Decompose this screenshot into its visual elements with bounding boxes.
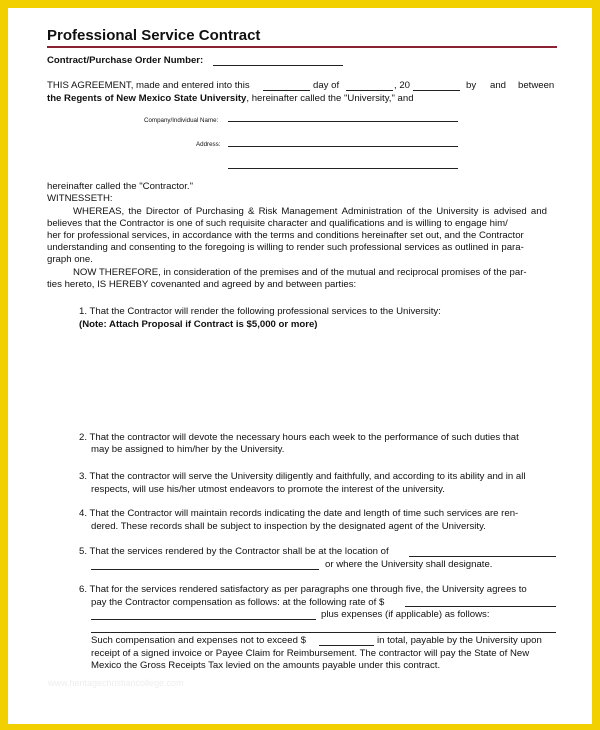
company-label: Company/Individual Name: [144,117,219,124]
address-field-1[interactable] [228,146,458,147]
paragraph-3-line-1: 3. That the contractor will serve the University diligently and faithfully, and according to its ability and in all [79,471,526,482]
agreement-rest: , hereinafter called the "University," and [246,93,414,104]
rate-field[interactable] [405,606,556,607]
expenses-field-1[interactable] [91,619,316,620]
po-label: Contract/Purchase Order Number: [47,55,204,66]
address-label: Address: [196,141,221,148]
paragraph-5-line-1: 5. That the services rendered by the Contractor shall be at the location of [79,546,389,557]
agreement-text-3: , 20 [394,80,411,91]
final-line-1a: Such compensation and expenses not to exceed $ [91,635,306,646]
expenses-field-2[interactable] [91,632,556,633]
max-amount-field[interactable] [319,645,374,646]
paragraph-1-note: (Note: Attach Proposal if Contract is $5,000 or more) [79,319,318,330]
paragraph-6-line-1: 6. That for the services rendered satisfactory as per paragraphs one through five, the University agrees to [79,584,527,595]
year-field[interactable] [413,90,460,91]
month-field[interactable] [346,90,393,91]
paragraph-5-line-2: or where the University shall designate. [325,559,493,570]
company-name-field[interactable] [228,121,458,122]
regents-name: the Regents of New Mexico State University [47,93,247,104]
agreement-text-5: and [490,80,507,91]
agreement-text-1: THIS AGREEMENT, made and entered into this [47,80,250,91]
location-field-1[interactable] [409,556,556,557]
paragraph-3-line-2: respects, will use his/her utmost endeavors to promote the interest of the university. [91,484,445,495]
paragraph-2-line-1: 2. That the contractor will devote the necessary hours each week to the performance of such duties that [79,432,519,443]
paragraph-4-line-2: dered. These records shall be subject to inspection by the designated agent of the University. [91,521,486,532]
whereas-line-4: understanding and consenting to the foregoing is willing to render such professional services as outlined in para- [47,242,524,253]
agreement-text-2: day of [313,80,340,91]
address-field-2[interactable] [228,168,458,169]
witnesseth: WITNESSETH: [47,193,113,204]
contract-page [8,8,592,724]
final-line-2: receipt of a signed invoice or Payee Claim for Reimbursement. The contractor will pay the State of New [91,648,530,659]
whereas-line-3: her for professional services, in accordance with the terms and conditions hereinafter set out, and the Contractor [47,230,524,241]
contractor-line: hereinafter called the "Contractor." [47,181,193,192]
now-therefore-line-1: NOW THEREFORE, in consideration of the premises and of the mutual and reciprocal promises of the par- [73,267,527,278]
agreement-text-6: between [518,80,555,91]
paragraph-2-line-2: may be assigned to him/her by the University. [91,444,285,455]
paragraph-4-line-1: 4. That the Contractor will maintain records indicating the date and length of time such services are ren- [79,508,519,519]
final-line-1b: in total, payable by the University upon [377,635,542,646]
whereas-line-1: WHEREAS, the Director of Purchasing & Risk Management Administration of the University is advised and [73,206,547,217]
now-therefore-line-2: ties hereto, IS HEREBY covenanted and agreed by and between parties: [47,279,357,290]
whereas-line-2: believes that the Contractor is one of such requisite character and qualifications and is willing to engage him/ [47,218,508,229]
paragraph-1: 1. That the Contractor will render the following professional services to the University: [79,306,441,317]
agreement-text-4: by [466,80,477,91]
day-field[interactable] [263,90,310,91]
paragraph-6-line-3: plus expenses (if applicable) as follows: [321,609,490,620]
title-rule [47,46,557,48]
location-field-2[interactable] [91,569,319,570]
final-line-3: Mexico the Gross Receipts Tax levied on the amounts payable under this contract. [91,660,441,671]
paragraph-6-line-2: pay the Contractor compensation as follows: at the following rate of $ [91,597,385,608]
agreement-line-2 [47,93,414,105]
page-title: Professional Service Contract [47,27,261,44]
watermark: www.heritagechristiancollege.com [48,678,184,688]
whereas-line-5: graph one. [47,254,93,265]
po-number-field[interactable] [213,65,343,66]
